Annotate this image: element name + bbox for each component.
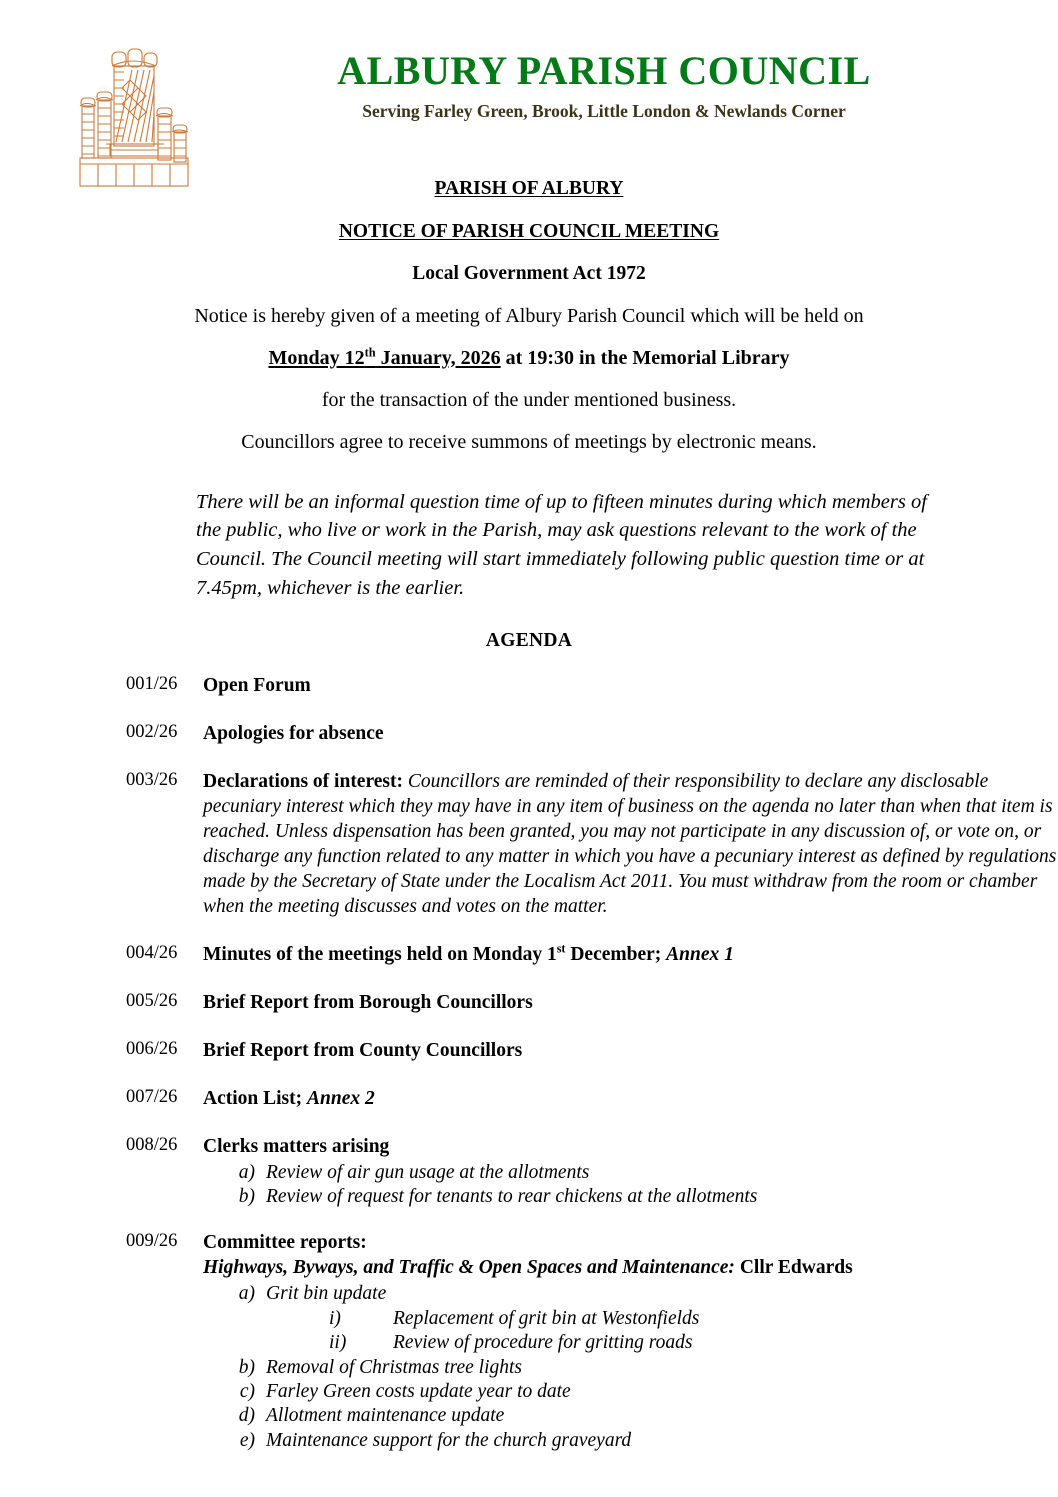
minutes-text: Minutes of the meetings held on Monday 1 (203, 943, 557, 965)
sub-item-marker: b) (238, 1186, 255, 1208)
agenda-sub-item (203, 1161, 1058, 1184)
parish-heading: PARISH OF ALBURY (434, 178, 624, 199)
sub-item-text: Review of air gun usage at the allotments (266, 1161, 590, 1183)
agenda-item-title: Apologies for absence (203, 723, 384, 745)
sub-item-text: Review of request for tenants to rear chickens at the allotments (266, 1186, 758, 1208)
agenda-item-ref: 004/26 (126, 942, 178, 963)
annex-reference: Annex 1 (666, 943, 734, 965)
sub-item-text: Allotment maintenance update (266, 1405, 505, 1427)
committee-name: Highways, Byways, and Traffic & Open Spaces and Maintenance: (203, 1257, 735, 1279)
meeting-date-day: Monday 12 (268, 346, 365, 369)
document-masthead (0, 0, 1058, 172)
agenda-item-declarations-of-interest (0, 770, 1058, 920)
council-subtitle: Serving Farley Green, Brook, Little London & Newlands Corner (362, 101, 846, 121)
date-ordinal-suffix: th (364, 344, 376, 359)
agenda-roman-list (266, 1307, 1058, 1355)
roman-item-marker: ii) (329, 1332, 347, 1354)
albury-tudor-chimneys-logo (68, 44, 194, 192)
agenda-item-apologies (0, 722, 1058, 747)
agenda-item-title: Clerks matters arising (203, 1135, 390, 1157)
council-title: ALBURY PARISH COUNCIL (337, 48, 871, 93)
agenda-item-ref: 001/26 (126, 674, 178, 695)
sub-item-marker: b) (238, 1356, 255, 1378)
sub-item-marker: a) (238, 1283, 255, 1305)
date-ordinal-suffix: st (556, 941, 566, 956)
agenda-sub-item (203, 1429, 1058, 1452)
action-list-text: Action List; (203, 1087, 307, 1109)
annex-reference: Annex 2 (307, 1087, 375, 1109)
notice-block (0, 178, 1058, 452)
sub-item-marker: d) (238, 1405, 255, 1427)
meeting-date-month-year: January, 2026 (375, 346, 501, 369)
agenda-item-title (203, 943, 1058, 968)
sub-item-text: Removal of Christmas tree lights (266, 1356, 523, 1378)
summons-line: Councillors agree to receive summons of meetings by electronic means. (241, 430, 817, 453)
declarations-body: Councillors are reminded of their responsibility to declare any disclosable pecuniary interest which they may have in any item of business on the agenda no later than when that item is reached. Unless dispensation has been granted, you may not participate in any discussion of, or vote on, or discharge any function related to any matter in which you have a pecuniary interest as defined by regulations made by the Secretary of State under the Localism Act 2011. You must withdraw from the room or chamber when the meeting discusses and votes on the matter. (203, 771, 1057, 917)
sub-item-text: Farley Green costs update year to date (266, 1380, 571, 1402)
sub-item-marker: a) (238, 1161, 255, 1183)
agenda-item-open-forum (0, 674, 1058, 699)
agenda-item-ref: 007/26 (126, 1086, 178, 1107)
agenda-sub-item (203, 1356, 1058, 1379)
transaction-line: for the transaction of the under mentioned business. (321, 388, 737, 411)
agenda-item-clerks-matters (0, 1135, 1058, 1209)
agenda-item-ref: 006/26 (126, 1038, 178, 1059)
notice-given-line: Notice is hereby given of a meeting of Albury Parish Council which will be held on (194, 304, 864, 327)
meeting-date-line (0, 344, 1058, 369)
agenda-item-title (203, 770, 1058, 920)
agenda-item-ref: 003/26 (126, 770, 178, 791)
roman-item-text: Replacement of grit bin at Westonfields (393, 1307, 700, 1329)
legislation-reference: Local Government Act 1972 (412, 263, 646, 284)
agenda-sub-item (203, 1185, 1058, 1208)
masthead-text-block (210, 50, 998, 122)
agenda-item-title: Brief Report from Borough Councillors (203, 991, 533, 1013)
agenda-sub-item (203, 1404, 1058, 1427)
agenda-item-minutes (0, 943, 1058, 968)
agenda-item-committee-reports (0, 1231, 1058, 1452)
agenda-item-ref: 005/26 (126, 990, 178, 1011)
roman-item-marker: i) (329, 1307, 341, 1329)
agenda-item-ref: 002/26 (126, 722, 178, 743)
agenda-sub-item-list (203, 1282, 1058, 1452)
agenda-roman-item (266, 1307, 1058, 1330)
agenda-item-list (0, 674, 1058, 1452)
agenda-sub-item-list (203, 1161, 1058, 1209)
roman-item-text: Review of procedure for gritting roads (393, 1332, 693, 1354)
agenda-item-borough-report (0, 991, 1058, 1016)
sub-item-text: Maintenance support for the church graveyard (266, 1429, 632, 1451)
agenda-item-title: Committee reports: (203, 1232, 367, 1254)
sub-item-marker: c) (239, 1380, 255, 1402)
committee-lead: Cllr Edwards (734, 1257, 853, 1279)
agenda-item-county-report (0, 1039, 1058, 1064)
agenda-item-ref: 009/26 (126, 1231, 178, 1252)
declarations-label: Declarations of interest: (203, 771, 403, 793)
agenda-item-action-list (0, 1087, 1058, 1112)
agenda-roman-item (266, 1331, 1058, 1354)
agenda-item-title: Brief Report from County Councillors (203, 1039, 523, 1061)
minutes-text-cont: December; (565, 943, 667, 965)
agenda-sub-item (203, 1380, 1058, 1403)
agenda-item-ref: 008/26 (126, 1134, 178, 1155)
sub-item-text: Grit bin update (266, 1283, 387, 1305)
committee-heading (203, 1256, 1058, 1281)
agenda-heading: AGENDA (485, 630, 573, 652)
agenda-item-title (203, 1087, 1058, 1112)
meeting-time-venue: at 19:30 in the Memorial Library (500, 346, 790, 369)
agenda-sub-item (203, 1282, 1058, 1354)
meeting-notice-heading: NOTICE OF PARISH COUNCIL MEETING (338, 220, 720, 242)
agenda-item-title: Open Forum (203, 675, 311, 697)
sub-item-marker: e) (239, 1429, 255, 1451)
public-question-time-paragraph: There will be an informal question time of up to fifteen minutes during which members of the public, who live or work in the Parish, may ask questions relevant to the work of the Council. The Council meeting will start immediately following public question time or at 7.45pm, whichever is the earlier. (196, 490, 927, 599)
